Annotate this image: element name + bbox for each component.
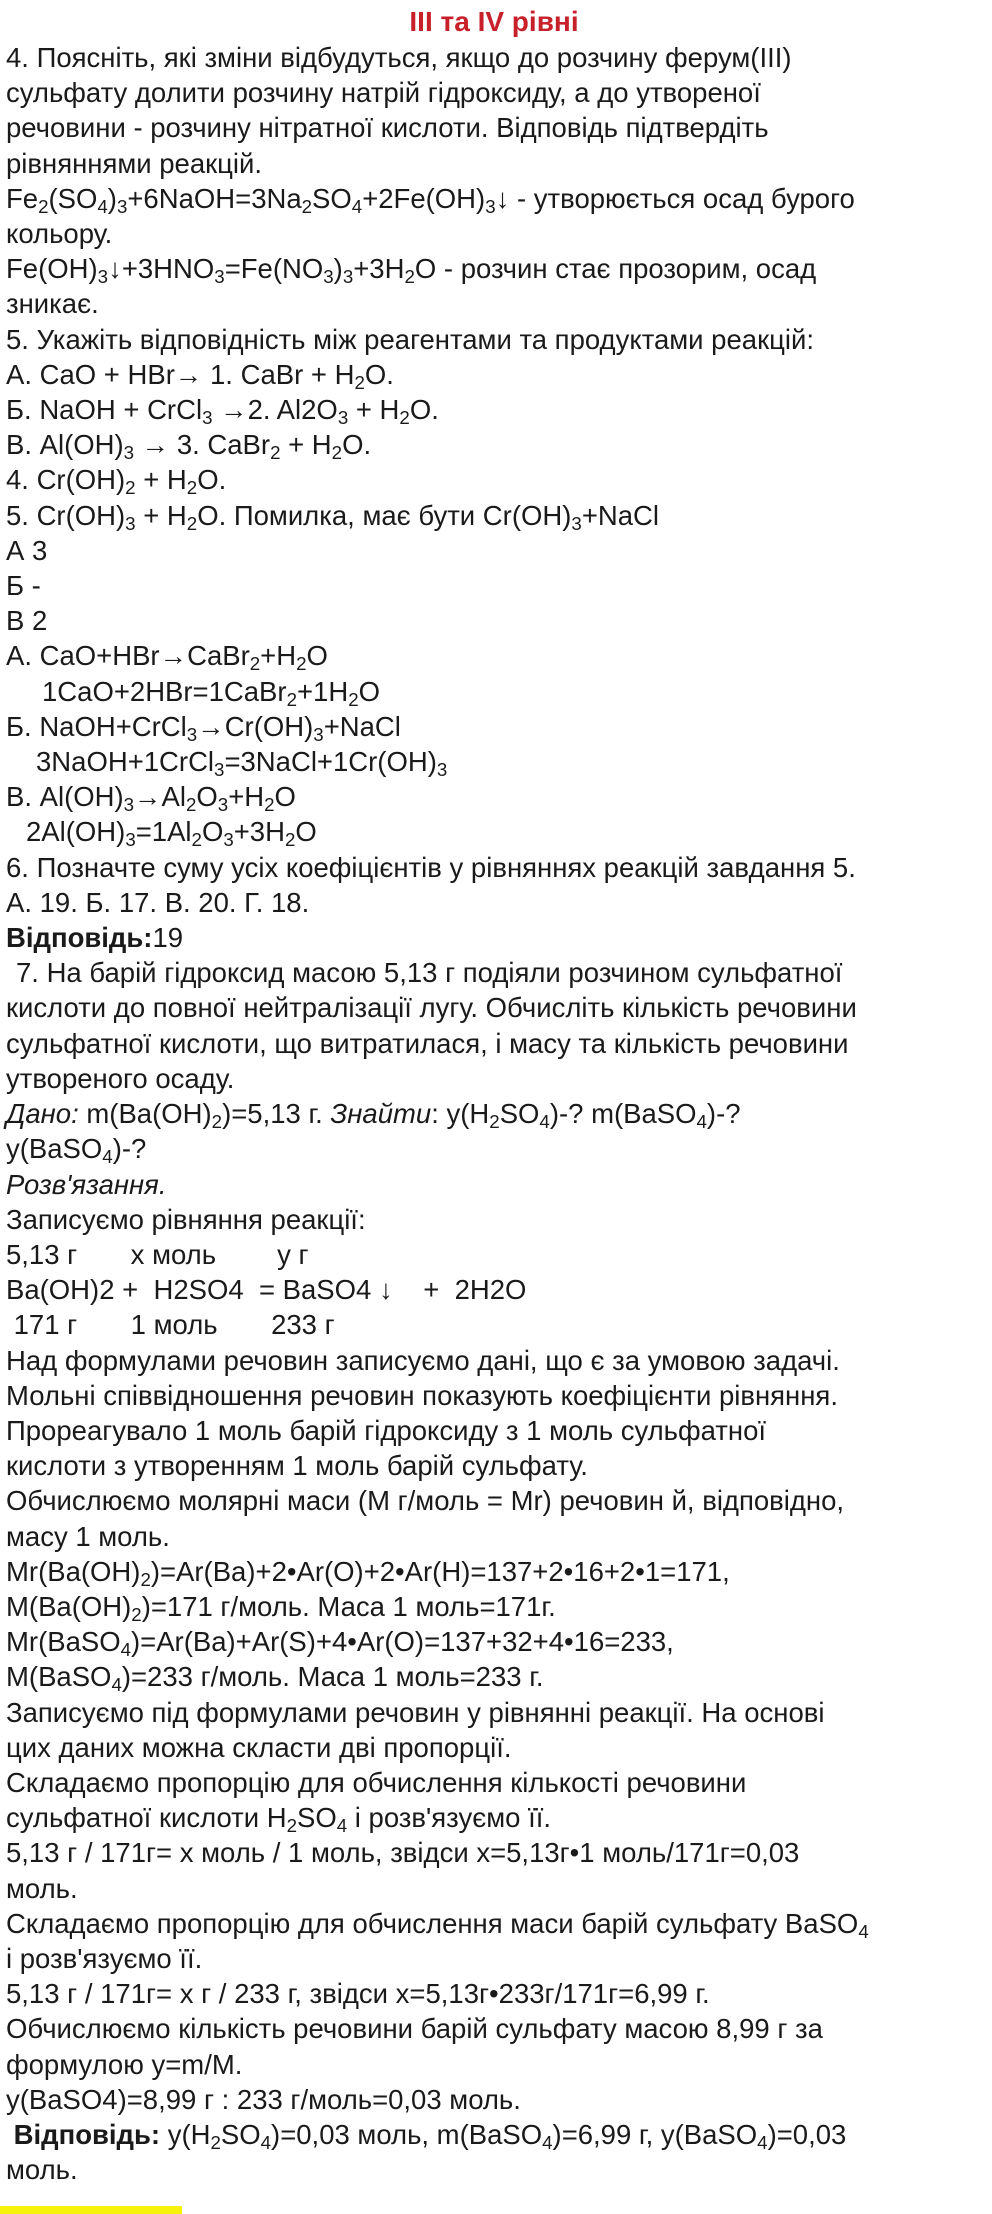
text-line-q7-33: y(BaSO4)=8,99 г : 233 г/моль=0,03 моль.	[6, 2083, 521, 2115]
text-line-q7-16: Обчислюємо молярні маси (M г/моль = Mr) речовин й, відповідно,	[6, 1485, 845, 1517]
text-line-q7-1: 7. На барій гідроксид масою 5,13 г подіяли розчином сульфатної	[16, 957, 843, 989]
text-line-q4-7: $Fe(OH)_3↓+3HNO_3=Fe(NO_3)_3+3H_2O$ - розчин стає прозорим, осад	[6, 253, 817, 288]
text-line-q5-12: Б. $NaOH+CrCl_3\to Cr(OH)_3+NaCl$	[6, 710, 401, 746]
text-line-q4-3: речовини - розчину нітратної кислоти. Відповідь підтвердіть	[6, 112, 769, 144]
text-line-q5-2: А. CaO + HBr→ 1. CaBr + $H_2O$.	[6, 358, 394, 394]
text-line-q7-2: кислоти до повної нейтралізації лугу. Обчисліть кількість речовини	[6, 992, 857, 1024]
text-line-q7-32: формулою y=m/M.	[6, 2048, 243, 2080]
text-line-q7-35: моль.	[6, 2154, 78, 2186]
text-line-q7-21: M(BaSO$_4$)=233 г/моль. Маса 1 моль=233 г.	[6, 1661, 544, 1696]
text-line-q4-4: рівняннями реакцій.	[6, 147, 263, 179]
text-line-q7-25: сульфатної кислоти $H_2SO_4$ і розв'язуємо її.	[6, 1802, 552, 1837]
text-line-q5-3: Б. NaOH + CrCl$_3$ →2. $Al2O_3 + H_2O$.	[6, 394, 439, 429]
text-line-q7-7: Розв'язання.	[6, 1168, 167, 1200]
text-line-q7-30: 5,13 г / 171г= х г / 233 г, звідси х=5,13г•233г/171г=6,99 г.	[6, 1978, 710, 2010]
text-line-q7-4: утвореного осаду.	[6, 1062, 235, 1094]
text-line-q4-6: кольору.	[6, 218, 113, 250]
text-line-q7-3: сульфатної кислоти, що витратилася, і масу та кількість речовини	[6, 1027, 849, 1059]
text-line-q7-26: 5,13 г / 171г= х моль / 1 моль, звідси х=5,13г•1 моль/171г=0,03	[6, 1837, 800, 1869]
text-line-q7-14: Прореагувало 1 моль барій гідроксиду з 1 моль сульфатної	[6, 1414, 767, 1446]
text-line-q7-28: Складаємо пропорцію для обчислення маси барій сульфату BaSO$_4$	[6, 1907, 869, 1942]
text-line-q7-9: 5,13 г х моль у г	[6, 1238, 309, 1270]
text-line-q5-8: Б -	[6, 570, 41, 602]
text-line-q7-6: y(BaSO$_4$)-?	[6, 1133, 147, 1168]
section-title: III та IV рівні	[409, 6, 579, 37]
text-line-q6-2: А. 19. Б. 17. В. 20. Г. 18.	[6, 886, 310, 918]
text-line-q7-5: Дано: $m(Ba(OH)_2)=5,13$ г. Знайти: $y(H_2SO_4)-$? m(BaSO$_4$)-?	[6, 1098, 741, 1133]
text-line-q7-18: $Mr(Ba(OH)_2)=Ar(Ba)+2•Ar(O)+2•Ar(H)=137+2•16+2•1=171$,	[6, 1555, 730, 1590]
text-line-q5-13: $3NaOH+1CrCl_3=3NaCl+1Cr(OH)_3$	[36, 746, 448, 781]
text-line-q7-17: масу 1 моль.	[6, 1520, 170, 1552]
text-line-q7-31: Обчислюємо кількість речовини барій сульфату масою 8,99 г за	[6, 2013, 823, 2045]
text-line-q4-5: $Fe_2(SO_4)_3+6NaOH=3Na_2SO_4+2Fe(OH)_3↓$ - утворюється осад бурого	[6, 182, 855, 218]
text-line-q4-1: 4. Поясніть, які зміни відбудуться, якщо до розчину ферум(III)	[6, 42, 792, 73]
text-line-q5-9: В 2	[6, 605, 48, 637]
text-line-q7-19: $M(Ba(OH)_2)=171$ г/моль. Маса 1 моль=171г.	[6, 1590, 556, 1626]
text-line-q6-1: 6. Позначте суму усіх коефіцієнтів у рівняннях реакцій завдання 5.	[6, 851, 856, 883]
text-line-q7-29: і розв'язуємо її.	[6, 1942, 203, 1974]
text-line-q7-27: моль.	[6, 1872, 78, 1904]
text-line-q7-12: Над формулами речовин записуємо дані, що є за умовою задачі.	[6, 1344, 840, 1376]
text-line-q7-34: Відповідь: $y(H_2SO_4)=0,03$ моль, m(BaSO$_4$)=6,99 г, y(BaSO$_4$)=0,03	[13, 2118, 847, 2154]
document-body	[6, 40, 982, 2187]
text-line-q5-4: В. $Al(OH)_3 \to 3$. CaBr$_2$ + $H_2O$.	[6, 429, 372, 464]
text-line-q5-11: $1CaO+2HBr=1CaBr_2+1H_2O$	[42, 675, 380, 710]
text-line-q5-6: 5. $Cr(OH)_3 + H_2O$. Помилка, має бути $Cr(OH)_3+NaCl$	[6, 499, 659, 534]
text-line-q7-15: кислоти з утворенням 1 моль барій сульфату.	[6, 1450, 588, 1482]
text-line-q7-10: Ba(OH)2 + H2SO4 = BaSO4 ↓ + 2H2O	[6, 1274, 527, 1306]
text-line-q6-3: Відповідь:19	[6, 922, 184, 954]
text-line-q4-8: зникає.	[6, 288, 99, 320]
text-line-q7-8: Записуємо рівняння реакції:	[6, 1203, 366, 1235]
text-line-q7-11: 171 г 1 моль 233 г	[6, 1309, 335, 1341]
text-line-q5-1: 5. Укажіть відповідність між реагентами та продуктами реакцій:	[6, 323, 814, 355]
text-line-q5-7: А 3	[6, 534, 48, 566]
highlight-mark	[0, 2206, 182, 2214]
text-line-q5-5: 4. $Cr(OH)_2 + H_2O$.	[6, 464, 227, 499]
text-line-q7-13: Мольні співвідношення речовин показують коефіцієнти рівняння.	[6, 1379, 838, 1411]
text-line-q5-10: А. $CaO+HBr\to CaBr_2+H_2O$	[6, 640, 328, 675]
text-line-q5-14: В. $Al(OH)_3\to Al_2O_3+H_2O$	[6, 781, 296, 816]
text-line-q4-2: сульфату долити розчину натрій гідроксиду, а до утвореної	[6, 77, 761, 109]
text-line-q7-24: Складаємо пропорцію для обчислення кількості речовини	[6, 1766, 747, 1798]
text-line-q7-22: Записуємо під формулами речовин у рівнянні реакції. На основі	[6, 1696, 825, 1728]
text-line-q7-23: цих даних можна скласти дві пропорції.	[6, 1731, 512, 1763]
text-line-q7-20: Mr(BaSO$_4$)=Ar(Ba)+Ar(S)+4•Ar(O)=137+32+4•16=233,	[6, 1626, 674, 1661]
text-line-q5-15: $2Al(OH)_3=1Al_2O_3+3H_2O$	[26, 816, 317, 851]
